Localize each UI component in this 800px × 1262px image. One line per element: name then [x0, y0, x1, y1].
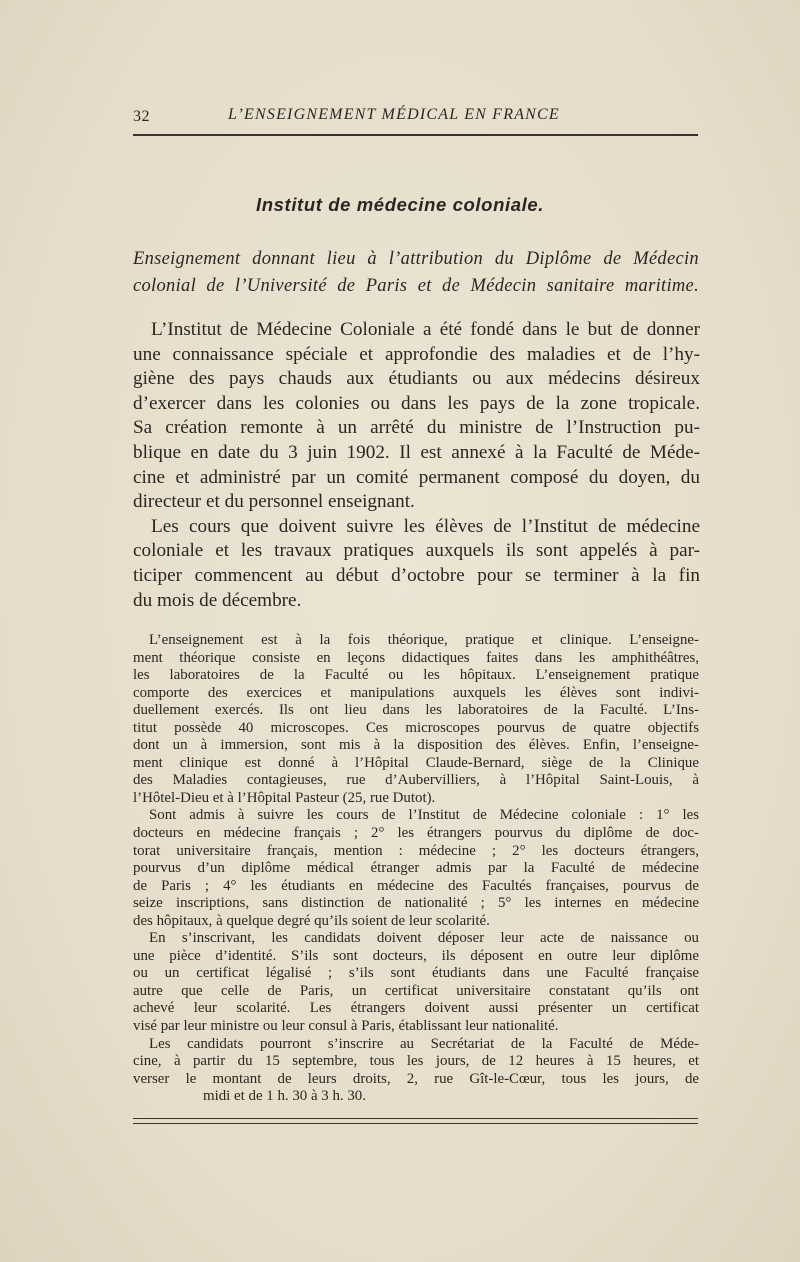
text-line: verser le montant de leurs droits, 2, rue Gît-le-Cœur, tous les jours, de [133, 1070, 699, 1087]
text-line: docteurs en médecine français ; 2° les étrangers pourvus du diplôme de doc- [133, 825, 699, 842]
subtitle-line: colonial de l’Université de Paris et de Médecin sanitaire maritime. [133, 276, 699, 296]
running-title: L’ENSEIGNEMENT MÉDICAL EN FRANCE [228, 106, 560, 123]
text-line: En s’inscrivant, les candidats doivent déposer leur acte de naissance ou [149, 930, 699, 947]
text-line: Sa création remonte à un arrêté du ministre de l’Instruction pu- [133, 417, 700, 439]
text-line: une pièce d’identité. S’ils sont docteurs, ils déposent en outre leur diplôme [133, 947, 699, 964]
footer-rule [133, 1118, 698, 1119]
section-title: Institut de médecine coloniale. [256, 194, 544, 215]
text-line: Les candidats pourront s’inscrire au Secrétariat de la Faculté de Méde- [149, 1035, 699, 1052]
text-line: torat universitaire français, mention : médecine ; 2° les docteurs étrangers, [133, 842, 699, 859]
footer-rule [133, 1123, 698, 1124]
text-line: duellement exercés. Ils ont lieu dans les laboratoires de la Faculté. L’Ins- [133, 702, 699, 719]
text-line: des hôpitaux, à quelque degré qu’ils soient de leur scolarité. [133, 912, 490, 929]
header-rule [133, 134, 698, 136]
text-line: dont un à immersion, sont mis à la disposition des élèves. Enfin, l’enseigne- [133, 737, 699, 754]
text-line: ou un certificat légalisé ; s’ils sont étudiants dans une Faculté française [133, 965, 699, 982]
text-line: d’exercer dans les colonies ou dans les pays de la zone tropicale. [133, 392, 700, 414]
text-line: directeur et du personnel enseignant. [133, 491, 415, 513]
main-paragraphs [133, 318, 700, 613]
section-subtitle [133, 246, 699, 300]
text-line: blique en date du 3 juin 1902. Il est annexé à la Faculté de Méde- [133, 441, 700, 463]
text-line: giène des pays chauds aux étudiants ou aux médecins désireux [133, 368, 700, 390]
text-line: L’enseignement est à la fois théorique, pratique et clinique. L’enseigne- [149, 632, 699, 648]
text-line: Les cours que doivent suivre les élèves de l’Institut de médecine [151, 515, 700, 537]
text-line: du mois de décembre. [133, 589, 302, 611]
text-line: de Paris ; 4° les étudiants en médecine des Facultés françaises, pourvus de [133, 877, 699, 894]
text-line: les laboratoires de la Faculté ou les hôpitaux. L’enseignement pratique [133, 667, 699, 684]
text-line: ment théorique consiste en leçons didactiques faites dans les amphithéâtres, [133, 649, 699, 666]
text-line: Sont admis à suivre les cours de l’Institut de Médecine coloniale : 1° les [149, 807, 699, 824]
page-number: 32 [133, 108, 150, 125]
text-line: l’Hôtel-Dieu et à l’Hôpital Pasteur (25, rue Dutot). [133, 789, 436, 806]
subtitle-line: Enseignement donnant lieu à l’attribution du Diplôme de Médecin [133, 249, 699, 269]
text-line: visé par leur ministre ou leur consul à Paris, établissant leur nationalité. [133, 1018, 559, 1035]
text-line: cine, à partir du 15 septembre, tous les jours, de 12 heures à 15 heures, et [133, 1053, 699, 1070]
page-header [133, 106, 698, 130]
text-line: pourvus d’un diplôme médical étranger admis par la Faculté de médecine [133, 860, 699, 877]
text-line: ment clinique est donné à l’Hôpital Claude-Bernard, siège de la Clinique [133, 754, 699, 771]
text-line: titut possède 40 microscopes. Ces microscopes pourvus de quatre objectifs [133, 719, 699, 736]
text-line: comporte des exercices et manipulations auxquels les élèves sont indivi- [133, 684, 699, 701]
text-line: seize inscriptions, sans distinction de nationalité ; 5° les internes en médecine [133, 895, 699, 912]
text-line: L’Institut de Médecine Coloniale a été fondé dans le but de donner [151, 319, 700, 340]
text-line: ticiper commencent au début d’octobre pour se terminer à la fin [133, 564, 700, 586]
text-line: midi et de 1 h. 30 à 3 h. 30. [203, 1088, 366, 1105]
text-line: cine et administré par un comité permanent composé du doyen, du [133, 466, 700, 488]
text-line: des Maladies contagieuses, rue d’Aubervilliers, à l’Hôpital Saint-Louis, à [133, 772, 699, 789]
text-line: une connaissance spéciale et approfondie des maladies et de l’hy- [133, 343, 700, 365]
small-print-paragraphs [133, 632, 699, 1106]
text-line: autre que celle de Paris, un certificat universitaire constatant qu’ils ont [133, 982, 699, 999]
text-line: coloniale et les travaux pratiques auxquels ils sont appelés à par- [133, 540, 700, 562]
text-line: achevé leur scolarité. Les étrangers doivent aussi présenter un certificat [133, 1000, 699, 1017]
